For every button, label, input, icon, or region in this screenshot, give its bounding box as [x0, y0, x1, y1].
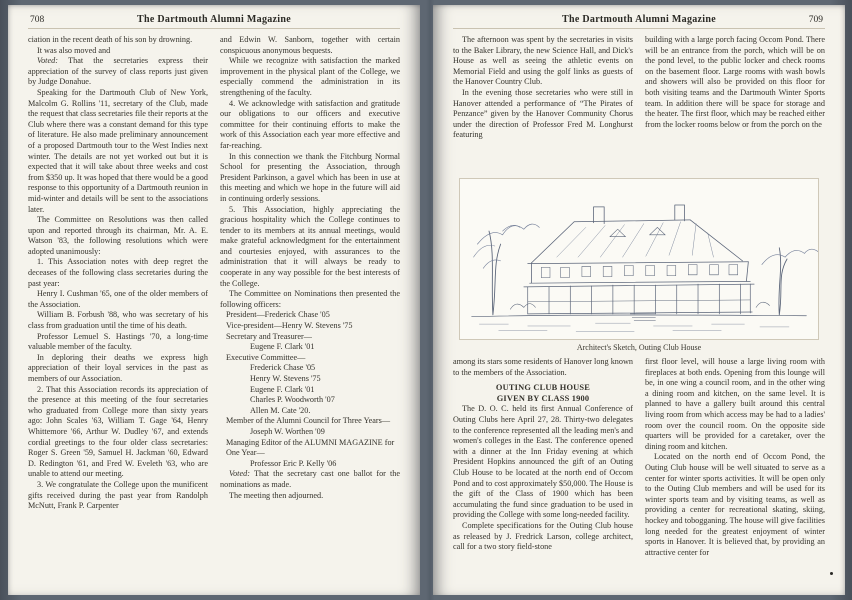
sketch-block — [459, 178, 819, 352]
paragraph: Joseph W. Worthen '09 — [250, 426, 325, 436]
paragraph: 3. We congratulate the College upon the munificent gifts received during the past year from Randolph McNutt, Frank P. Carpenter — [28, 479, 208, 511]
paragraph: The meeting then adjourned. — [229, 490, 324, 500]
paragraph: In this connection we thank the Fitchburg Normal School for presenting the Association, through President Parkinson, a gavel which has been in use at this meeting and which we hope in the future will aid in continuing orderly sessions. — [220, 151, 400, 203]
paragraph: President—Frederick Chase '05 — [226, 310, 330, 320]
paragraph: Speaking for the Dartmouth Club of New York, Malcolm G. Rollins '11, secretary of the Club, made the request that class secretaries file their reports at the Club where there was a constant demand for this type of literature. He also made preliminary announcement of a proposed Dartmouth tour to the West Indies next winter. The details are not yet worked out but it is expected that it will take about three weeks and cost from $350 up. It was hoped that there would be a good response to this opportunity of a Dartmouth reunion in mid-winter and details will be sent to the associations later. — [28, 87, 208, 214]
paragraph: among its stars some residents of Hanover long known to the members of the Association. — [453, 357, 633, 377]
paragraph: Eugene F. Clark '01 — [250, 342, 315, 352]
paragraph: Executive Committee— — [226, 352, 306, 362]
paragraph: ciation in the recent death of his son by drowning. — [28, 35, 193, 44]
paragraph: building with a large porch facing Occom Pond. There will be an entrance from the porch, which will be on the pond level, to the public locker and check rooms on the basement floor. Large rooms with wash bowls and showers will also be provided on this floor for both visiting teams and the Dartmouth Winter Sports team. In addition there will be space for storage and the heater. The first floor, which may be reached either from the locker rooms below or from the porch on the — [645, 35, 825, 129]
magazine-title-right: The Dartmouth Alumni Magazine — [562, 14, 716, 25]
paragraph: In the evening those secretaries who were still in Hanover attended a performance of “The Pirates of Penzance” given by the Hanover Community Chorus under the direction of Professor Fred M. Longhurst featuring — [453, 87, 633, 140]
paragraph: Henry W. Stevens '75 — [250, 374, 321, 383]
paragraph: and Edwin W. Sanborn, together with certain conspicuous anonymous bequests. — [220, 35, 400, 55]
paragraph: It was also moved and — [37, 45, 111, 55]
page-right — [433, 5, 845, 595]
paragraph: 2. That this Association records its appreciation of the presence at this meeting of the four secretaries who graduated from College more than sixty years ago: John Scales '63, William T. Gage '64, Henry Whittemore '66, Arthur W. Dudley '67, and extends cordial greetings to the four older class secretaries: Roger S. Green '59, Samuel H. Jackman '60, Edward D. Redington '61, and Fred W. Eveleth '63, who are unable to attend our meeting. — [28, 384, 208, 479]
paragraph: Professor Eric P. Kelly '06 — [250, 458, 337, 468]
paragraph: The afternoon was spent by the secretaries in visits to the Baker Library, the new Science Hall, and Dick's House as well as seeing the athletic events on Memorial Field and using the golf links as guests of the Hanover Country Club. — [453, 35, 633, 87]
page-number-left: 708 — [30, 15, 45, 25]
paragraph: While we recognize with satisfaction the marked improvement in the physical plant of the College, we especially commend the administration in its strengthening of the faculty. — [220, 56, 400, 97]
right-page-columns-bottom — [453, 357, 825, 558]
paragraph: Managing Editor of the ALUMNI MAGAZINE for One Year— — [226, 437, 395, 458]
paragraph: Secretary and Treasurer— — [226, 331, 312, 341]
page-left — [8, 5, 420, 595]
paragraph: The D. O. C. held its first Annual Conference of Outing Clubs here April 27, 28. Thirty-two delegates to the conference represented all the leading men's and women's colleges in the East. The conference opened with a dinner at the Inn Friday evening at which President Hopkins announced the gift of an Outing Club House to be located at the north end of Occom Pond and to cost approximately $50,000. The House is the gift of the Class of 1900 which has been accumulating the fund since graduation to be used in providing the College with some long-needed facility. — [453, 404, 633, 520]
paragraph: Complete specifications for the Outing Club house as released by J. Fredrick Larson, college architect, call for a two story field-stone — [453, 520, 633, 552]
right-page-column-1-bottom — [453, 357, 633, 558]
outing-club-sketch-image — [459, 178, 819, 340]
right-page-column-2-bottom — [645, 357, 825, 558]
paragraph: Vice-president—Henry W. Stevens '75 — [226, 321, 353, 331]
sketch-drawing — [460, 179, 818, 339]
left-page-column-2 — [220, 35, 400, 512]
paragraph: 1. This Association notes with deep regret the deceases of the following class secretaries during the past year: — [28, 257, 208, 288]
paragraph: first floor level, will house a large living room with fireplaces at both ends. Opening from this lounge will be, in one wing a council room, and in the other wing a dining room and kitchen, on the same level. It is planned to have a gallery built around this central living room from which access may be had to a ladies' room over the council room. On the opposite side quarters will be provided for a caretaker, over the dining room and kitchen. — [645, 357, 825, 451]
sketch-caption: Architect's Sketch, Outing Club House — [576, 343, 702, 352]
right-page-column-1-top — [453, 35, 633, 175]
paragraph: Charles P. Woodworth '07 — [250, 395, 335, 405]
paragraph: Member of the Alumni Council for Three Years— — [226, 416, 391, 426]
paragraph: In deploring their deaths we express high appreciation of their loyal services in the past as members of our Association. — [28, 352, 208, 383]
paragraph: Allen M. Cate '20. — [250, 405, 311, 415]
left-page-column-1 — [28, 35, 208, 512]
magazine-title-left: The Dartmouth Alumni Magazine — [137, 14, 291, 25]
page-number-right: 709 — [808, 15, 823, 25]
paragraph: The Committee on Nominations then presented the following officers: — [220, 289, 400, 309]
paragraph: Frederick Chase '05 — [250, 363, 316, 373]
section-heading: OUTING CLUB HOUSE — [495, 383, 591, 393]
section-heading: GIVEN BY CLASS 1900 — [496, 393, 590, 403]
paragraph: The Committee on Resolutions was then called upon and reported through its chairman, Mr. A. E. Watson '83, the following resolutions which were adopted unanimously: — [28, 215, 208, 256]
paragraph: 5. This Association, highly appreciating the gracious hospitality which the College continues to tender to its members at its annual meetings, would make grateful acknowledgment for the entertainment and courtesies enjoyed, with assurances to the administration that it will always be ready to cooperate in any way possible for the best interests of the College. — [220, 204, 400, 288]
paragraph: Voted: That the secretary cast one ballot for the nominations as made. — [220, 469, 400, 489]
page-header-left — [28, 13, 400, 29]
right-page-column-2-top — [645, 35, 825, 175]
left-page-columns — [28, 35, 400, 512]
paragraph: Eugene F. Clark '01 — [250, 384, 315, 394]
paragraph: Located on the north end of Occom Pond, the Outing Club house will be well situated to serve as a center for winter sports activities. It will be open only to the Outing Club members and will be used for its winter sports team and by visiting teams, as well as providing a center for recreational skating, skiing, hockey and tobogganing. The house will give facilities long needed for the greatest enjoyment of winter sports in Hanover. It is believed that, by providing an attractive center for — [645, 452, 825, 557]
paragraph: Professor Lemuel S. Hastings '70, a long-time valuable member of the faculty. — [28, 331, 208, 352]
paragraph: Voted: That the secretaries express their appreciation of the survey of class reports just given by Judge Donahue. — [28, 56, 208, 87]
paragraph: William B. Forbush '88, who was secretary of his class from graduation until the time of his death. — [28, 310, 208, 331]
paragraph: Henry I. Cushman '65, one of the older members of the Association. — [28, 289, 208, 309]
print-artifact-dot — [830, 572, 833, 575]
paragraph: 4. We acknowledge with satisfaction and gratitude our obligations to our officers and executive committee for their continuing efforts to make the work of this Association each year more effective and far-reaching. — [220, 98, 400, 150]
right-page-columns-top — [453, 35, 825, 175]
page-header-right — [453, 13, 825, 29]
